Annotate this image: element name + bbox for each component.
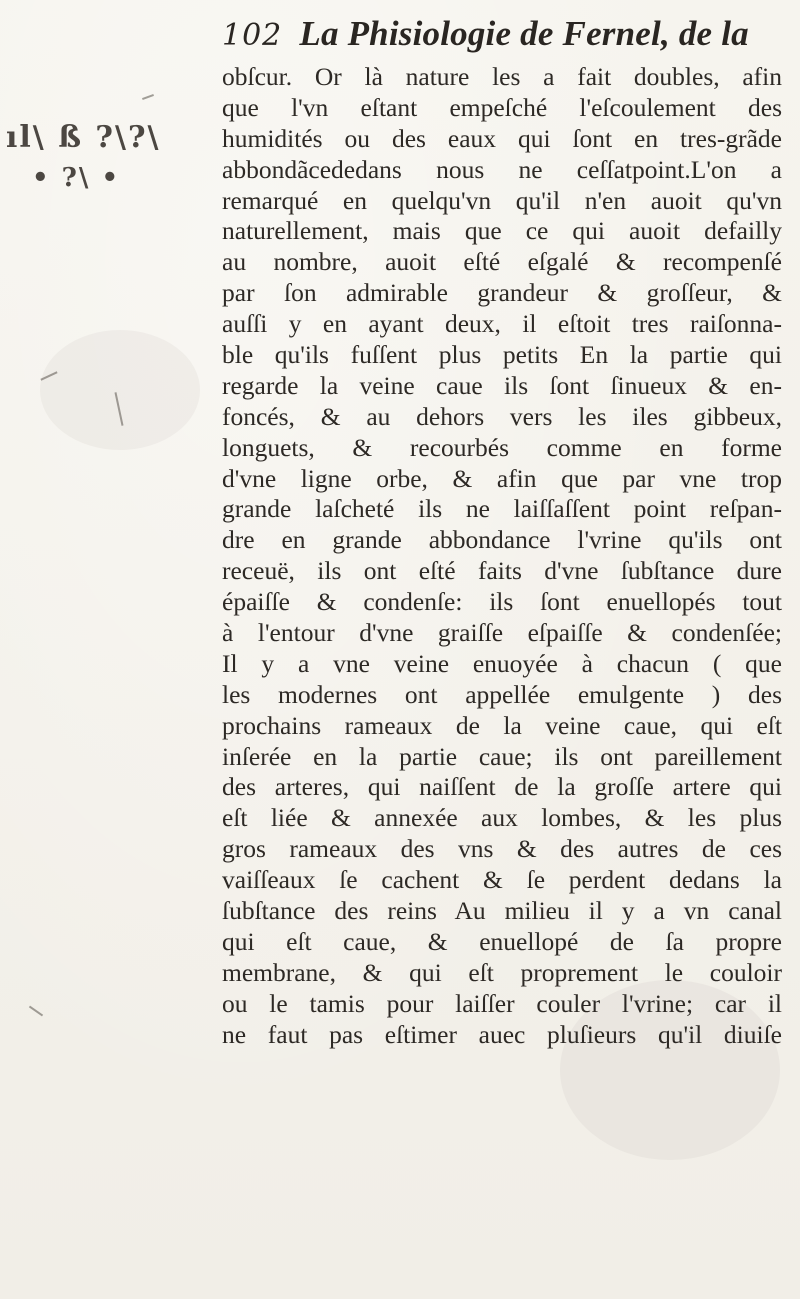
text-line: membrane, & qui eſt proprement le couloir xyxy=(222,957,782,987)
text-line: grande laſcheté ils ne laiſſaſſent point reſpan- xyxy=(222,494,782,524)
text-line: ble qu'ils fuſſent plus petits En la partie qui xyxy=(222,340,782,370)
text-line: remarqué en quelqu'vn qu'il n'en auoit qu'vn xyxy=(222,185,782,215)
ink-mark xyxy=(29,1006,43,1017)
text-line: naturellement, mais que ce qui auoit defailly xyxy=(222,216,782,246)
text-line: longuets, & recourbés comme en forme xyxy=(222,432,782,462)
text-line: ſubſtance des reins Au milieu il y a vn canal xyxy=(222,896,782,926)
margin-annotation-line: ıl\ ß ?\?\ xyxy=(6,120,161,155)
text-line: receuë, ils ont eſté faits d'vne ſubſtance dure xyxy=(222,556,782,586)
text-line: obſcur. Or là nature les a fait doubles, afin xyxy=(222,62,782,91)
running-header xyxy=(222,14,782,64)
text-line: que l'vn eſtant empeſché l'eſcoulement des xyxy=(222,92,782,122)
text-line: les modernes ont appellée emulgente ) des xyxy=(222,679,782,709)
text-line: à l'entour d'vne graiſſe eſpaiſſe & condenſée; xyxy=(222,618,782,648)
text-line: inſerée en la partie caue; ils ont pareillement xyxy=(222,741,782,771)
running-title: La Phisiologie de Fernel, de la xyxy=(299,14,749,53)
text-line: des arteres, qui naiſſent de la groſſe artere qui xyxy=(222,772,782,802)
text-line: vaiſſeaux ſe cachent & ſe perdent dedans la xyxy=(222,865,782,895)
margin-annotation xyxy=(6,118,196,208)
text-line: dre en grande abbondance l'vrine qu'ils ont xyxy=(222,525,782,555)
body-text xyxy=(222,62,782,1051)
text-line: prochains rameaux de la veine caue, qui eſt xyxy=(222,710,782,740)
text-line: Il y a vne veine enuoyée à chacun ( que xyxy=(222,648,782,678)
text-line: auſſi y en ayant deux, il eſtoit tres raiſonna- xyxy=(222,309,782,339)
paper-stain xyxy=(40,330,200,450)
text-line: gros rameaux des vns & des autres de ces xyxy=(222,834,782,864)
margin-annotation-line: • ?\ • xyxy=(32,163,121,193)
text-line: humidités ou des eaux qui ſont en tres-grãde xyxy=(222,123,782,153)
text-line: par ſon admirable grandeur & groſſeur, & xyxy=(222,278,782,308)
text-line: au nombre, auoit eſté eſgalé & recompenſé xyxy=(222,247,782,277)
text-line: ou le tamis pour laiſſer couler l'vrine; car il xyxy=(222,988,782,1018)
text-line: abbondãcededans nous ne ceſſatpoint.L'on a xyxy=(222,154,782,184)
ink-mark xyxy=(142,94,154,100)
text-line: foncés, & au dehors vers les iles gibbeux, xyxy=(222,401,782,431)
text-line: ne faut pas eſtimer auec pluſieurs qu'il diuiſe xyxy=(222,1019,782,1049)
text-line: qui eſt caue, & enuellopé de ſa propre xyxy=(222,926,782,956)
text-line: regarde la veine caue ils ſont ſinueux & en- xyxy=(222,370,782,400)
text-line: épaiſſe & condenſe: ils ſont enuellopés tout xyxy=(222,587,782,617)
page-number: 102 xyxy=(222,18,283,53)
text-line: d'vne ligne orbe, & afin que par vne trop xyxy=(222,463,782,493)
text-line: eſt liée & annexée aux lombes, & les plus xyxy=(222,803,782,833)
